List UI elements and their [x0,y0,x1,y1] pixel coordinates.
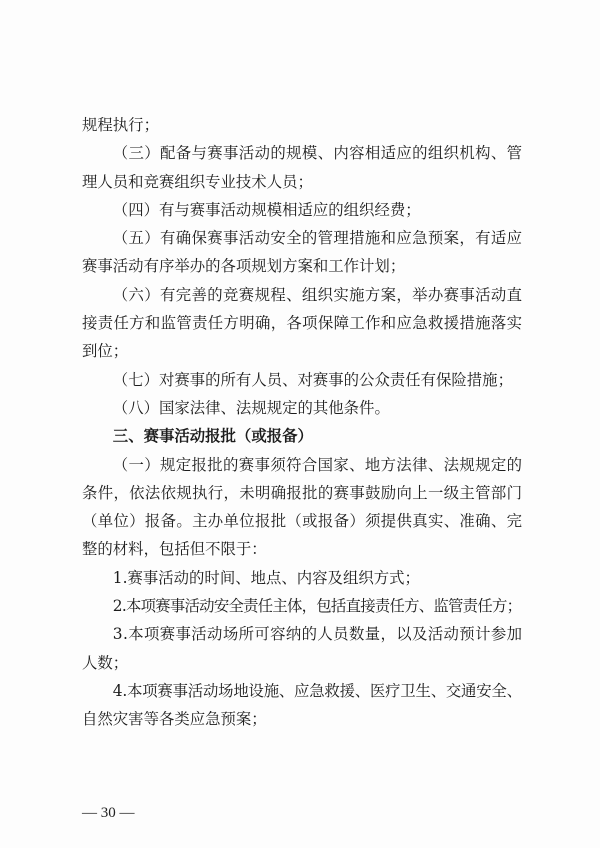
text-line [82,705,522,733]
text-line [82,507,522,535]
text-line [82,139,522,167]
text-line [82,394,522,422]
text-line [82,535,522,563]
text-line [82,224,522,252]
line-text: （单位）报备。主办单位报批（或报备）须提供真实、准确、完 [82,512,523,531]
line-text: （三）配备与赛事活动的规模、内容相适应的组织机构、管 [112,144,523,163]
line-text: （六）有完善的竞赛规程、组织实施方案，举办赛事活动直 [112,285,523,304]
page-number: — 30 — [82,805,135,821]
paragraph [82,224,522,281]
paragraph [82,111,522,139]
text-line [82,422,522,450]
paragraph [82,451,522,564]
paragraph [82,366,522,394]
paragraph [82,564,522,592]
section-heading [82,422,522,450]
text-line [82,451,522,479]
line-text: 到位； [82,342,129,361]
paragraph [82,677,522,734]
text-line [82,479,522,507]
paragraph [82,139,522,196]
text-line [82,677,522,705]
text-line [82,252,522,280]
paragraph [82,281,522,366]
text-line [82,309,522,337]
paragraph [82,196,522,224]
line-text: 2.本项赛事活动安全责任主体，包括直接责任方、监管责任方； [112,597,522,616]
line-text: 3.本项赛事活动场所可容纳的人员数量，以及活动预计参加 [112,625,523,644]
line-text: 整的材料，包括但不限于： [82,540,267,559]
line-text: 4.本项赛事活动场地设施、应急救援、医疗卫生、交通安全、 [112,681,522,700]
line-text: （八）国家法律、法规规定的其他条件。 [112,398,390,417]
line-text: 理人员和竞赛组织专业技术人员； [82,172,313,191]
text-line [82,649,522,677]
text-line [82,366,522,394]
line-text: （一）规定报批的赛事须符合国家、地方法律、法规规定的 [112,455,523,474]
text-line [82,111,522,139]
text-line [82,564,522,592]
text-line [82,592,522,620]
line-text: （五）有确保赛事活动安全的管理措施和应急预案，有适应 [112,229,523,248]
paragraph [82,592,522,620]
paragraph [82,620,522,677]
line-text: 条件，依法依规执行，未明确报批的赛事鼓励向上一级主管部门 [82,483,523,502]
line-text: 规程执行； [82,116,159,134]
line-text: 赛事活动有序举办的各项规划方案和工作计划； [82,257,406,276]
line-text: 自然灾害等各类应急预案； [82,710,267,729]
text-line [82,620,522,648]
line-text: （四）有与赛事活动规模相适应的组织经费； [112,200,421,219]
line-text: 三、赛事活动报批（或报备） [112,427,313,446]
line-text: 1.赛事活动的时间、地点、内容及组织方式； [112,568,420,587]
text-line [82,168,522,196]
document-body [82,111,522,734]
text-line [82,196,522,224]
text-line [82,337,522,365]
text-line [82,281,522,309]
line-text: 接责任方和监管责任方明确，各项保障工作和应急救援措施落实 [82,314,523,333]
line-text: （七）对赛事的所有人员、对赛事的公众责任有保险措施； [112,370,513,389]
paragraph [82,394,522,422]
line-text: 人数； [82,653,129,672]
